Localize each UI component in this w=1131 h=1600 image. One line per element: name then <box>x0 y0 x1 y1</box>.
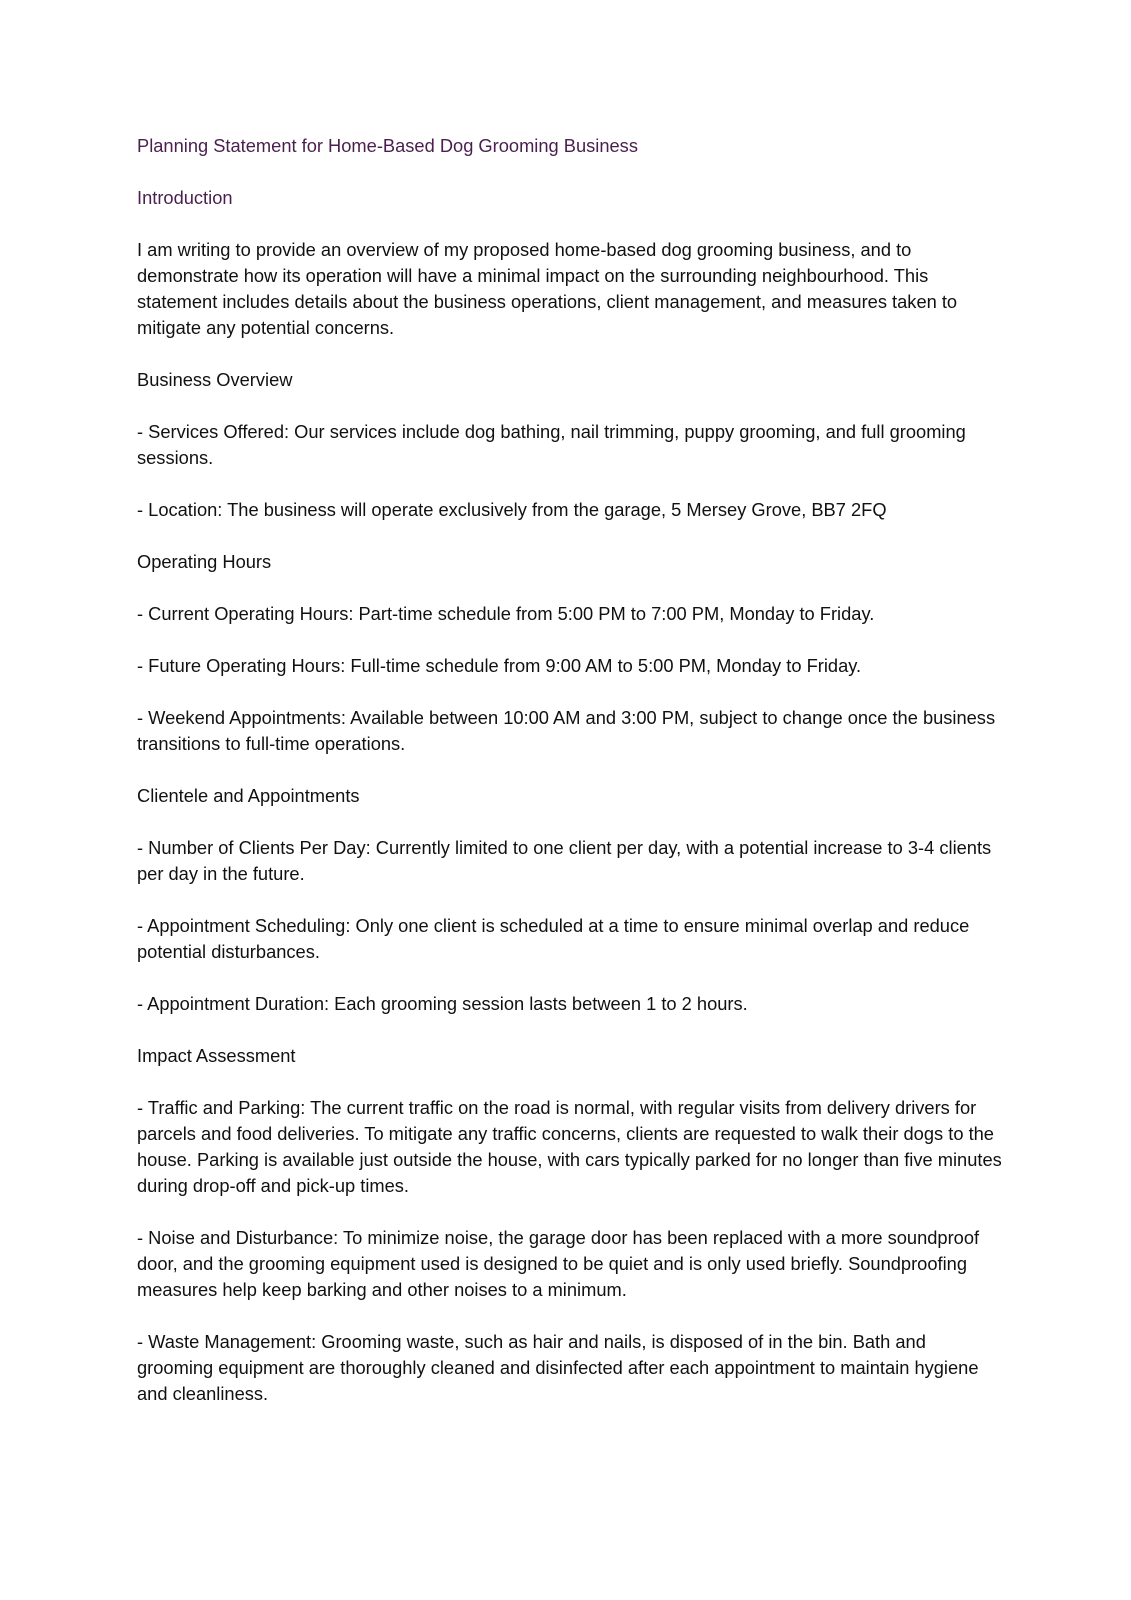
document-body <box>137 133 1007 1433</box>
introduction-paragraph: I am writing to provide an overview of my proposed home-based dog grooming business, and to demonstrate how its operation will have a minimal impact on the surrounding neighbourhood. This statement includes details about the business operations, client management, and measures taken to mitigate any potential concerns. <box>137 239 958 338</box>
location-item: - Location: The business will operate exclusively from the garage, 5 Mersey Grove, BB7 2FQ <box>137 499 887 520</box>
traffic-parking-item: - Traffic and Parking: The current traffic on the road is normal, with regular visits from delivery drivers for parcels and food deliveries. To mitigate any traffic concerns, clients are requested to walk their dogs to the house. Parking is available just outside the house, with cars typically parked for no longer than five minutes during drop-off and pick-up times. <box>137 1097 1002 1196</box>
clients-per-day-item: - Number of Clients Per Day: Currently limited to one client per day, with a potential increase to 3-4 clients per day in the future. <box>137 837 992 884</box>
appointment-scheduling-item: - Appointment Scheduling: Only one client is scheduled at a time to ensure minimal overlap and reduce potential disturbances. <box>137 915 970 962</box>
clientele-heading: Clientele and Appointments <box>137 785 360 806</box>
waste-management-item: - Waste Management: Grooming waste, such as hair and nails, is disposed of in the bin. Bath and grooming equipment are thoroughly cleaned and disinfected after each appointment to maintain hygiene and cleanliness. <box>137 1331 979 1404</box>
noise-disturbance-item: - Noise and Disturbance: To minimize noise, the garage door has been replaced with a more soundproof door, and the grooming equipment used is designed to be quiet and is only used briefly. Soundproofing measures help keep barking and other noises to a minimum. <box>137 1227 980 1300</box>
introduction-heading: Introduction <box>137 187 233 208</box>
operating-hours-heading: Operating Hours <box>137 551 272 572</box>
document-title: Planning Statement for Home-Based Dog Grooming Business <box>137 135 638 156</box>
business-overview-heading: Business Overview <box>137 369 293 390</box>
current-hours-item: - Current Operating Hours: Part-time schedule from 5:00 PM to 7:00 PM, Monday to Friday. <box>137 603 875 624</box>
appointment-duration-item: - Appointment Duration: Each grooming session lasts between 1 to 2 hours. <box>137 993 748 1014</box>
weekend-appointments-item: - Weekend Appointments: Available between 10:00 AM and 3:00 PM, subject to change once the business transitions to full-time operations. <box>137 707 996 754</box>
future-hours-item: - Future Operating Hours: Full-time schedule from 9:00 AM to 5:00 PM, Monday to Friday. <box>137 655 862 676</box>
services-offered-item: - Services Offered: Our services include dog bathing, nail trimming, puppy grooming, and full grooming sessions. <box>137 421 966 468</box>
impact-assessment-heading: Impact Assessment <box>137 1045 296 1066</box>
